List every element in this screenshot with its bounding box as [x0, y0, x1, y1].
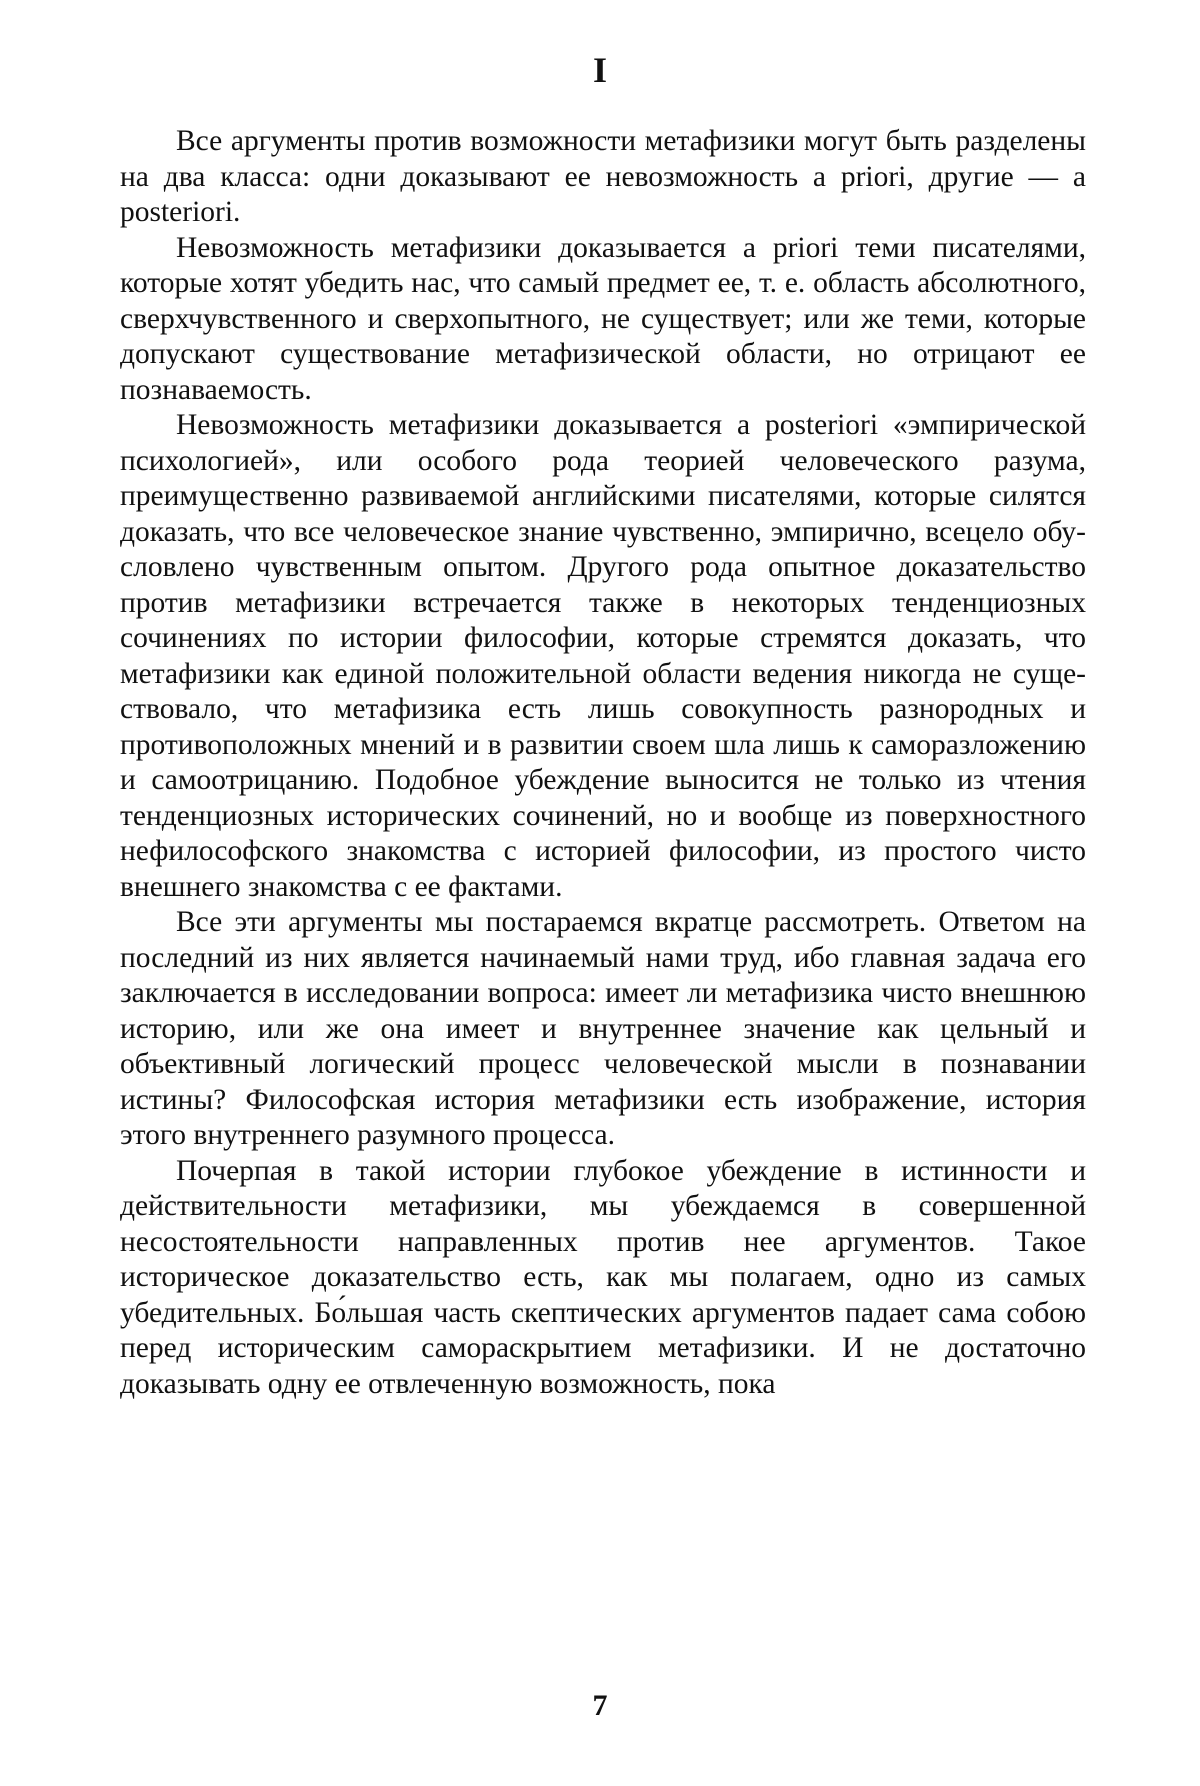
page-number: 7: [592, 1689, 608, 1722]
body-text: [120, 124, 1086, 1402]
paragraph: Невозможность метафизики доказывается a priori теми писателями, которые хотят убедить нас, что самый предмет ее, т. е. область абсолютного, сверхчувственного и сверхопытного, не существует; или же теми, которые допускают существование метафизической области, но отрицают ее познаваемость.: [120, 231, 1086, 406]
paragraph: Все аргументы против возможности метафизики могут быть разделены на два класса: одни доказывают ее невозможность a priori, другие — a posteriori.: [120, 125, 1086, 228]
paragraph: Невозможность метафизики доказывается a posteriori «эмпирической психологией», или особого рода теорией человеческого разума, преимущественно развиваемой английскими писателями, которые силятся доказать, что все человеческое знание чувственно, эмпирично, всецело обусловлено чувственным опытом. Другого рода опытное доказательство против метафизики встречается также в некоторых тенденциозных сочинениях по истории философии, которые стремятся доказать, что метафизики как единой положительной области ведения никогда не существовало, что метафизика есть лишь совокупность разнородных и противоположных мнений и в развитии своем шла лишь к саморазложению и самоотрицанию. Подобное убеждение выносится не только из чтения тенденциозных исторических сочинений, но и вообще из поверхностного нефилософского знакомства с историей философии, из простого чисто внешнего знакомства с ее фактами.: [120, 409, 1086, 903]
paragraph: Все эти аргументы мы постараемся вкратце рассмотреть. Ответом на последний из них является начинаемый нами труд, ибо главная задача его заключается в исследовании вопроса: имеет ли метафизика чисто внешнюю историю, или же она имеет и внутреннее значение как цельный и объективный логический процесс человеческой мысли в познавании истины? Философская история метафизики есть изображение, история этого внутреннего разумного процесса.: [120, 906, 1086, 1151]
chapter-heading: I: [592, 50, 607, 90]
paragraph: Почерпая в такой истории глубокое убеждение в истинности и действительности метафизики, мы убеждаемся в совершенной несостоятельности направленных против нее аргументов. Такое историческое доказательство есть, как мы полагаем, одно из самых убедительных. Бо́льшая часть скептических аргументов падает сама собою перед историческим самораскрытием метафизики. И не достаточно доказывать одну ее отвлеченную возможность, пока: [120, 1154, 1086, 1400]
